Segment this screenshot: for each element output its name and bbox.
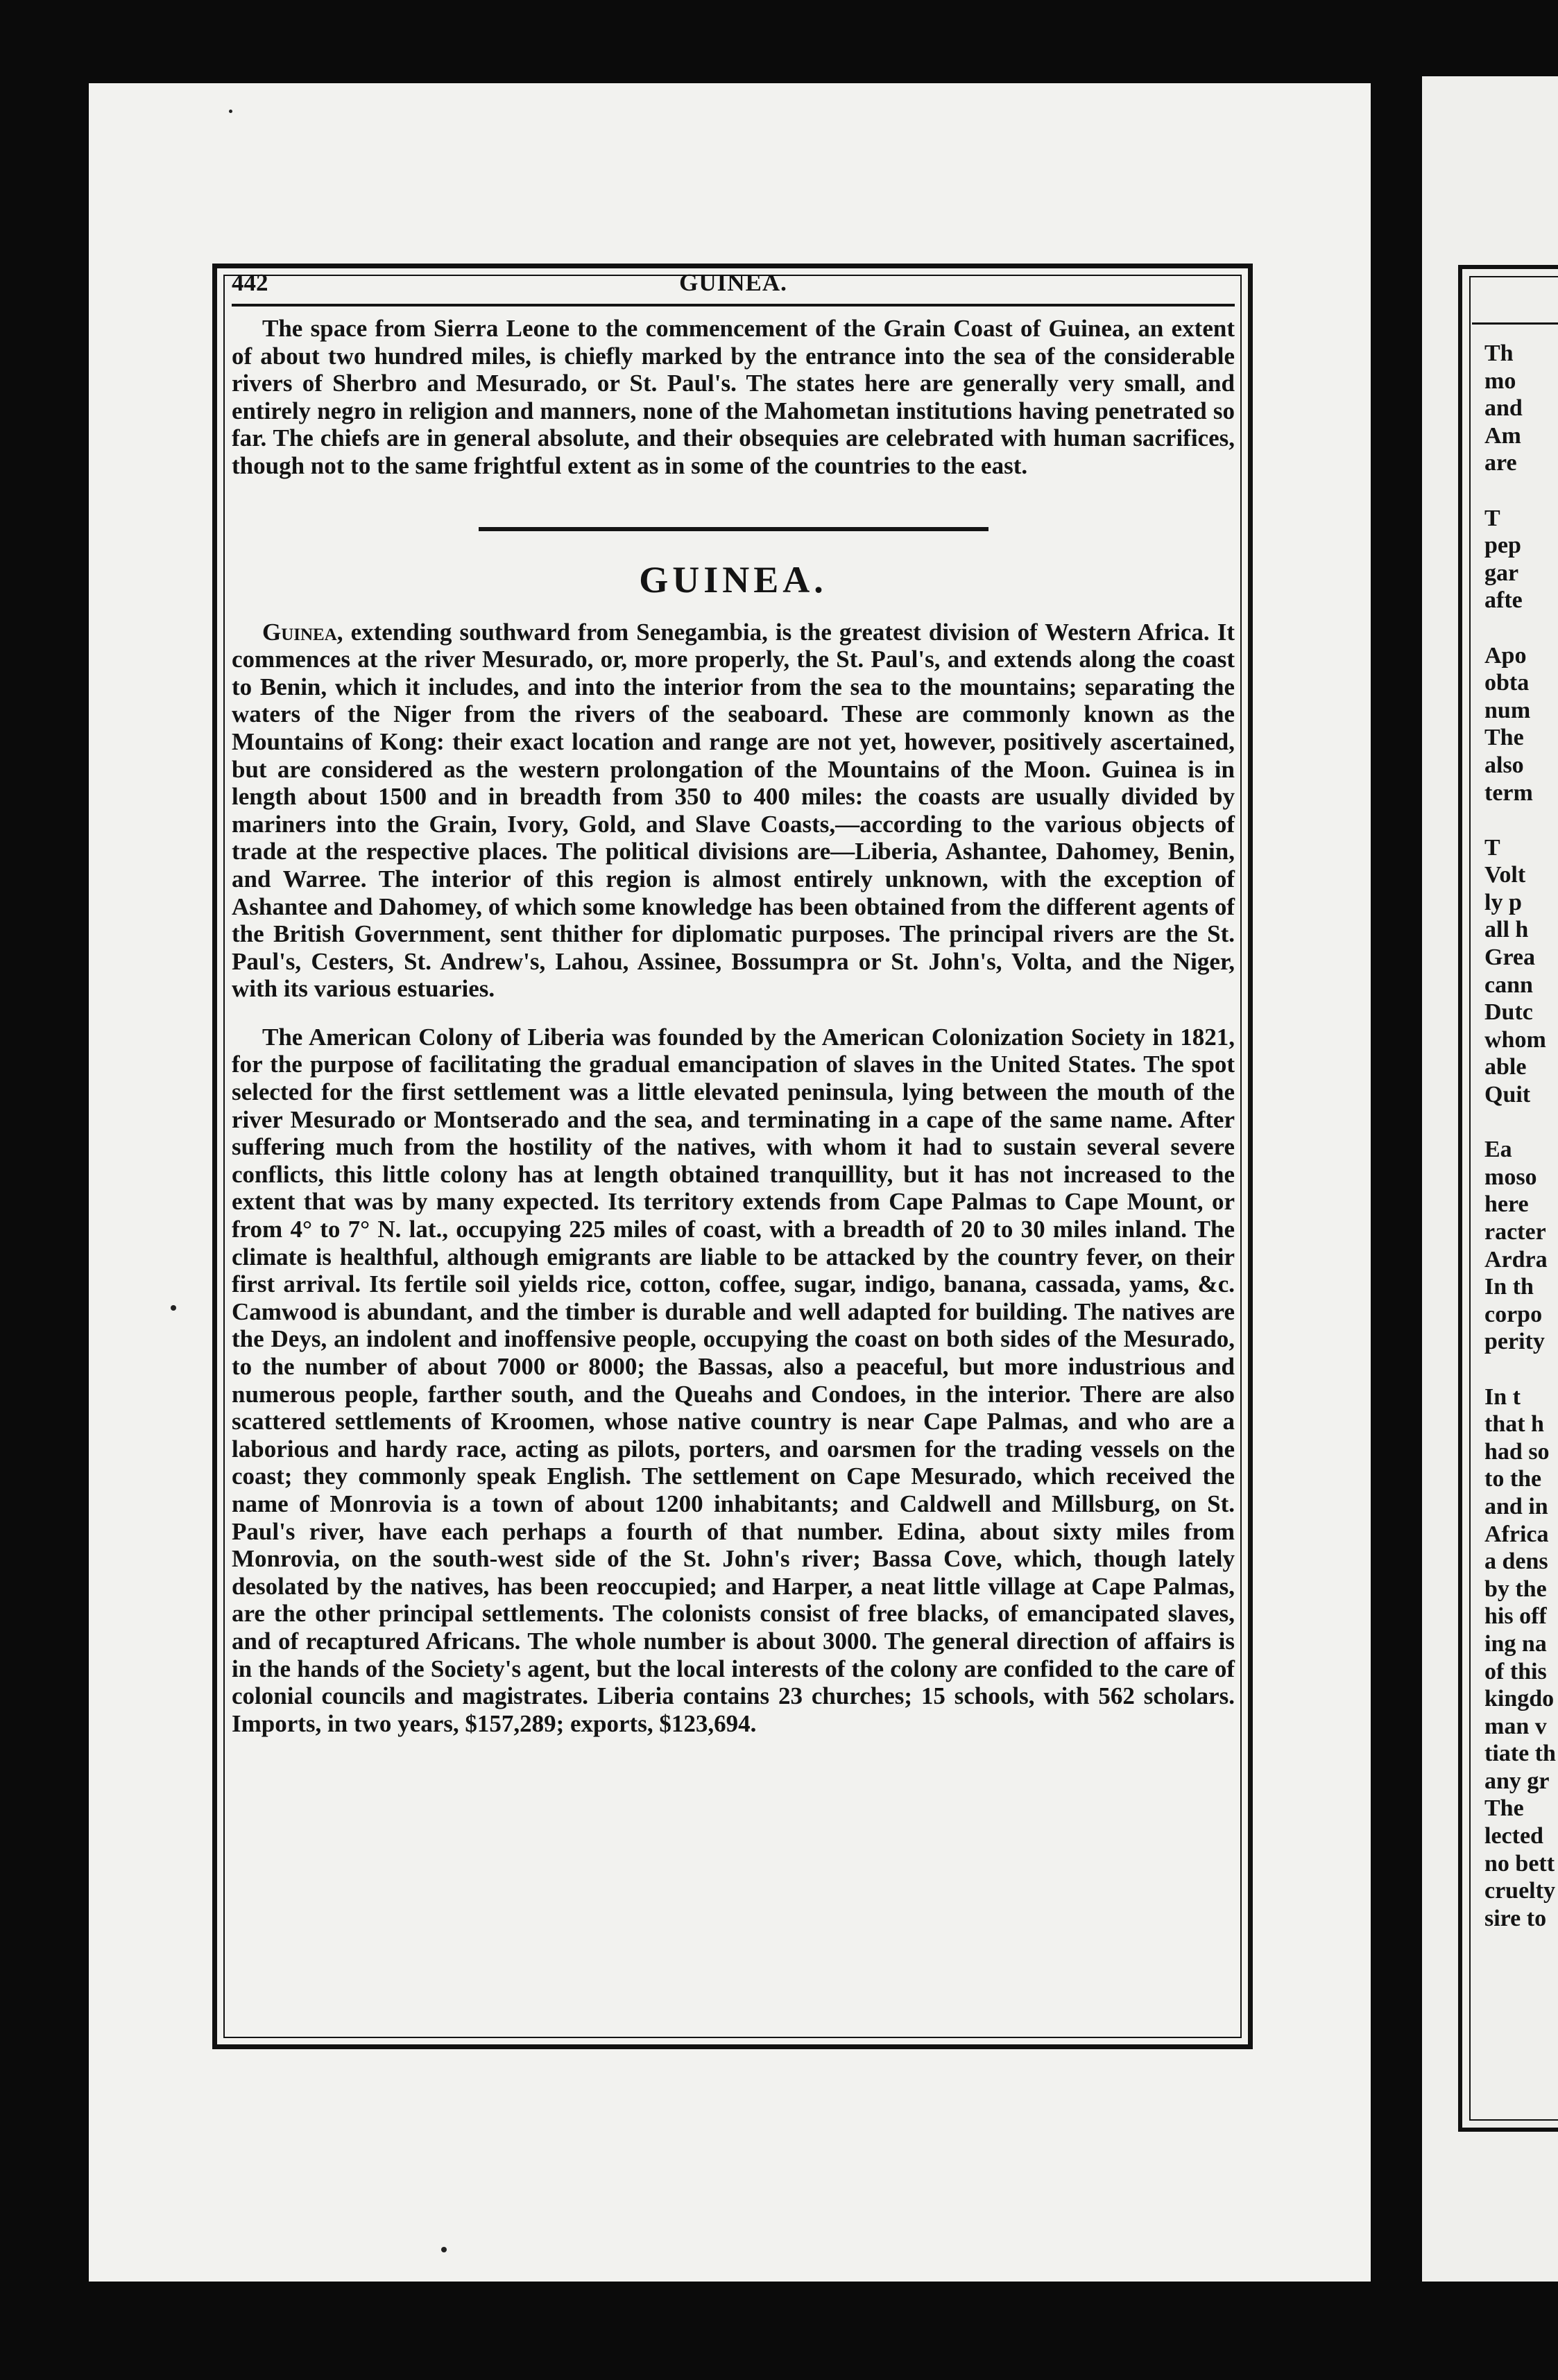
liberia-paragraph: The American Colony of Liberia was founded by the American Colonization Society in 1821, for the purpose of facilitating the gradual emancipation of slaves in the United States. The spot selected for the first settlement was a little elevated peninsula, lying between the mouth of the river Mesurado or Montserado and the sea, and terminating in a cape of the same name. After suffering much from the hostility of the natives, with whom it had to sustain several severe conflicts, this little colony has at length obtained tranquillity, but it has not increased to the extent that was by many expected. Its territory extends from Cape Palmas to Cape Mount, or from 4° to 7° N. lat., occupying 225 miles of coast, with a breadth of 20 to 30 miles inland. The climate is healthful, although emigrants are liable to be attacked by the country fever, on their first arrival. Its fertile soil yields rice, cotton, coffee, sugar, indigo, banana, cassada, yams, &c. Camwood is abundant, and the timber is durable and well adapted for building. The natives are the Deys, an indolent and inoffensive people, occupying the coast on both sides of the Mesurado, to the number of about 7000 or 8000; the Bassas, also a peaceful, but more industrious and numerous people, farther south, and the Queahs and Condoes, in the interior. There are also scattered settlements of Kroomen, whose native country is near Cape Palmas, and who are a laborious and hardy race, acting as pilots, porters, and oarsmen for the trading vessels on the coast; they commonly speak English. The settlement on Cape Mesurado, which received the name of Monrovia is a town of about 1200 inhabitants; and Caldwell and Millsburg, on St. Paul's river, have each perhaps a fourth of that number. Edina, about sixty miles from Monrovia, on the south-west side of the St. John's river; Bassa Cove, which, though lately desolated by the natives, has been reoccupied; and Harper, a neat little village at Cape Palmas, are the other principal settlements. The colonists consist of free blacks, of emancipated slaves, and of recaptured Africans. The whole number is about 3000. The general direction of affairs is in the hands of the Society's agent, but the local interests of the colony are confided to the care of colonial councils and magistrates. Liberia contains 23 churches; 15 schools, with 562 scholars. Imports, in two years, $157,289; exports, $123,694. bbox=[232, 1023, 1235, 1737]
intro-paragraph: The space from Sierra Leone to the commencement of the Grain Coast of Guinea, an extent of about two hundred miles, is chiefly marked by the entrance into the sea of the considerable rivers of Sherbro and Mesurado, or St. Paul's. The states here are generally very small, and entirely negro in religion and manners, none of the Mahometan institutions having penetrated so far. The chiefs are in general absolute, and their obsequies are celebrated with human sacrifices, though not to the same frightful extent as in some of the countries to the east. bbox=[232, 315, 1235, 479]
scan-speck bbox=[229, 110, 232, 113]
section-divider bbox=[479, 527, 988, 531]
guinea-paragraph bbox=[232, 619, 1235, 1003]
facing-page-rule bbox=[1472, 322, 1558, 325]
facing-page-text-fragments: Th mo and Am are T pep gar afte Apo obta num The also term T Volt ly p all h Grea cann Dutc whom able Quit Ea moso here racter Ardra In th corpo perity In t that h had so to the and in Africa a dens by the his off ing na of this kingdo man v tiate th any gr The lected no bett cruelty sire to bbox=[1484, 340, 1556, 1931]
page-header bbox=[232, 269, 1235, 301]
scan-speck bbox=[171, 1305, 176, 1311]
scan-speck bbox=[441, 2247, 447, 2252]
section-title: GUINEA. bbox=[639, 558, 828, 601]
header-rule bbox=[232, 304, 1235, 307]
page-content bbox=[232, 269, 1235, 1737]
lead-word: Guinea, bbox=[262, 618, 343, 646]
running-head: GUINEA. bbox=[679, 269, 787, 296]
facing-page-edge bbox=[1422, 76, 1558, 2282]
page-number: 442 bbox=[232, 269, 268, 296]
guinea-paragraph-text: extending southward from Senegambia, is the greatest division of Western Africa. It commences at the river Mesurado, or, more properly, the St. Paul's, and extends along the coast to Benin, which it includes, and into the interior from the sea to the mountains; separating the waters of the Niger from the rivers of the seaboard. These are commonly known as the Mountains of Kong: their exact location and range are not yet, however, positively ascertained, but are considered as the western prolongation of the Mountains of the Moon. Guinea is in length about 1500 and in breadth from 350 to 400 miles: the coasts are usually divided by mariners into the Grain, Ivory, Gold, and Slave Coasts,—according to the various objects of trade at the respective places. The political divisions are—Liberia, Ashantee, Dahomey, Benin, and Warree. The interior of this region is almost entirely unknown, with the exception of Ashantee and Dahomey, of which some knowledge has been obtained from the different agents of the British Government, sent thither for diplomatic purposes. The principal rivers are the St. Paul's, Cesters, St. Andrew's, Lahou, Assinee, Bossumpra or St. John's, Volta, and the Niger, with its various estuaries. bbox=[232, 618, 1235, 1003]
